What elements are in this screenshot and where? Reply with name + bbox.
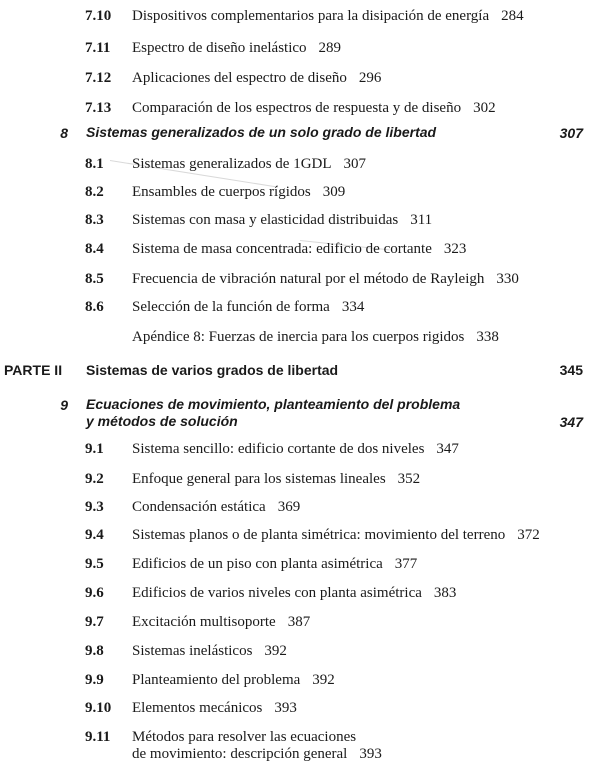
section-number: 7.12 — [85, 70, 112, 86]
section-number: 8.2 — [85, 184, 104, 200]
section-number: 7.10 — [85, 8, 112, 24]
section-title-text: Elementos mecánicos — [132, 700, 263, 716]
section-number: 9.11 — [85, 729, 111, 745]
section-title — [132, 440, 459, 458]
section-page: 372 — [517, 527, 540, 543]
part-label: PARTE II — [4, 362, 63, 378]
section-title — [132, 155, 366, 173]
appendix-title — [132, 328, 499, 346]
section-title-text: Frecuencia de vibración natural por el método de Rayleigh — [132, 271, 485, 287]
section-title — [132, 39, 341, 57]
section-title — [132, 584, 456, 602]
section-title-text: Sistema sencillo: edificio cortante de dos niveles — [132, 441, 425, 457]
section-number: 9.5 — [85, 556, 104, 572]
chapter-number: 9 — [60, 397, 68, 413]
section-page: 369 — [277, 499, 301, 515]
section-title — [132, 183, 345, 201]
section-number: 8.6 — [85, 299, 104, 315]
section-number: 8.5 — [85, 271, 104, 287]
section-title-line1: Métodos para resolver las ecuaciones — [132, 729, 357, 745]
section-number: 9.9 — [85, 672, 104, 688]
section-title — [132, 211, 432, 229]
section-number: 9.6 — [85, 585, 104, 601]
chapter-page: 307 — [559, 125, 583, 141]
section-title-text: Ensambles de cuerpos rígidos — [132, 184, 311, 200]
section-number: 9.3 — [85, 499, 104, 515]
section-title-line2 — [132, 745, 382, 763]
section-title — [132, 99, 496, 117]
section-title-text: Condensación estática — [132, 499, 266, 515]
section-title — [132, 613, 310, 631]
section-title — [132, 555, 417, 573]
section-title — [132, 240, 466, 258]
section-page: 392 — [312, 672, 335, 688]
section-title — [132, 470, 420, 488]
section-title — [132, 7, 524, 25]
section-title — [132, 498, 300, 516]
section-page: 311 — [410, 212, 433, 228]
section-page: 323 — [443, 241, 467, 257]
section-title — [132, 526, 540, 544]
section-number: 8.4 — [85, 241, 104, 257]
section-page: 302 — [473, 100, 496, 116]
section-page: 284 — [501, 8, 524, 24]
section-title-text: Enfoque general para los sistemas lineales — [132, 471, 386, 487]
section-page: 296 — [358, 70, 382, 86]
section-title-text: Comparación de los espectros de respuesta y de diseño — [132, 100, 462, 116]
part-page: 345 — [559, 362, 583, 378]
section-page: 392 — [264, 643, 287, 659]
section-title-text: Sistema de masa concentrada: edificio de cortante — [132, 241, 432, 257]
section-title-text: Planteamiento del problema — [132, 672, 301, 688]
section-title-text: Sistemas inelásticos — [132, 643, 253, 659]
chapter-title-line1: Ecuaciones de movimiento, planteamiento del problema — [86, 396, 461, 412]
section-number: 9.8 — [85, 643, 104, 659]
section-title-text: Espectro de diseño inelástico — [132, 40, 307, 56]
section-title-text: Sistemas planos o de planta simétrica: movimiento del terreno — [132, 527, 506, 543]
section-title-text: Dispositivos complementarios para la disipación de energía — [132, 8, 490, 24]
section-title-text: Edificios de varios niveles con planta asimétrica — [132, 585, 422, 601]
section-title-text: Aplicaciones del espectro de diseño — [132, 70, 347, 86]
section-page: 377 — [394, 556, 418, 572]
section-number: 9.4 — [85, 527, 104, 543]
section-title-text: Excitación multisoporte — [132, 614, 276, 630]
section-number: 7.11 — [85, 40, 111, 56]
section-page: 334 — [341, 299, 365, 315]
section-title-text: Edificios de un piso con planta asimétrica — [132, 556, 383, 572]
section-number: 9.10 — [85, 700, 112, 716]
section-title — [132, 298, 364, 316]
chapter-page: 347 — [559, 414, 583, 430]
section-number: 9.2 — [85, 471, 104, 487]
section-title-text: Sistemas generalizados de 1GDL — [132, 156, 332, 172]
section-page: 387 — [287, 614, 311, 630]
section-page: 393 — [274, 700, 297, 716]
section-page: 307 — [343, 156, 367, 172]
chapter-number: 8 — [60, 125, 68, 141]
section-page: 393 — [359, 746, 382, 762]
section-number: 8.1 — [85, 156, 104, 172]
appendix-title-text: Apéndice 8: Fuerzas de inercia para los cuerpos rigidos — [132, 329, 465, 345]
section-page: 289 — [318, 40, 342, 56]
section-number: 7.13 — [85, 100, 112, 116]
chapter-title: Sistemas generalizados de un solo grado de libertad — [86, 124, 437, 140]
section-number: 9.1 — [85, 441, 104, 457]
section-title — [132, 699, 297, 717]
section-title — [132, 671, 335, 689]
section-page: 352 — [397, 471, 421, 487]
section-page: 383 — [433, 585, 457, 601]
section-title — [132, 69, 381, 87]
part-title: Sistemas de varios grados de libertad — [86, 362, 339, 378]
section-page: 347 — [436, 441, 459, 457]
section-title — [132, 270, 519, 288]
section-title — [132, 642, 287, 660]
appendix-page: 338 — [476, 329, 499, 345]
section-page: 330 — [496, 271, 519, 287]
section-title-text: Sistemas con masa y elasticidad distribuidas — [132, 212, 399, 228]
section-title-text: de movimiento: descripción general — [132, 746, 348, 762]
section-number: 8.3 — [85, 212, 104, 228]
chapter-title-line2: y métodos de solución — [86, 413, 238, 429]
section-page: 309 — [322, 184, 346, 200]
section-number: 9.7 — [85, 614, 104, 630]
section-title-text: Selección de la función de forma — [132, 299, 330, 315]
